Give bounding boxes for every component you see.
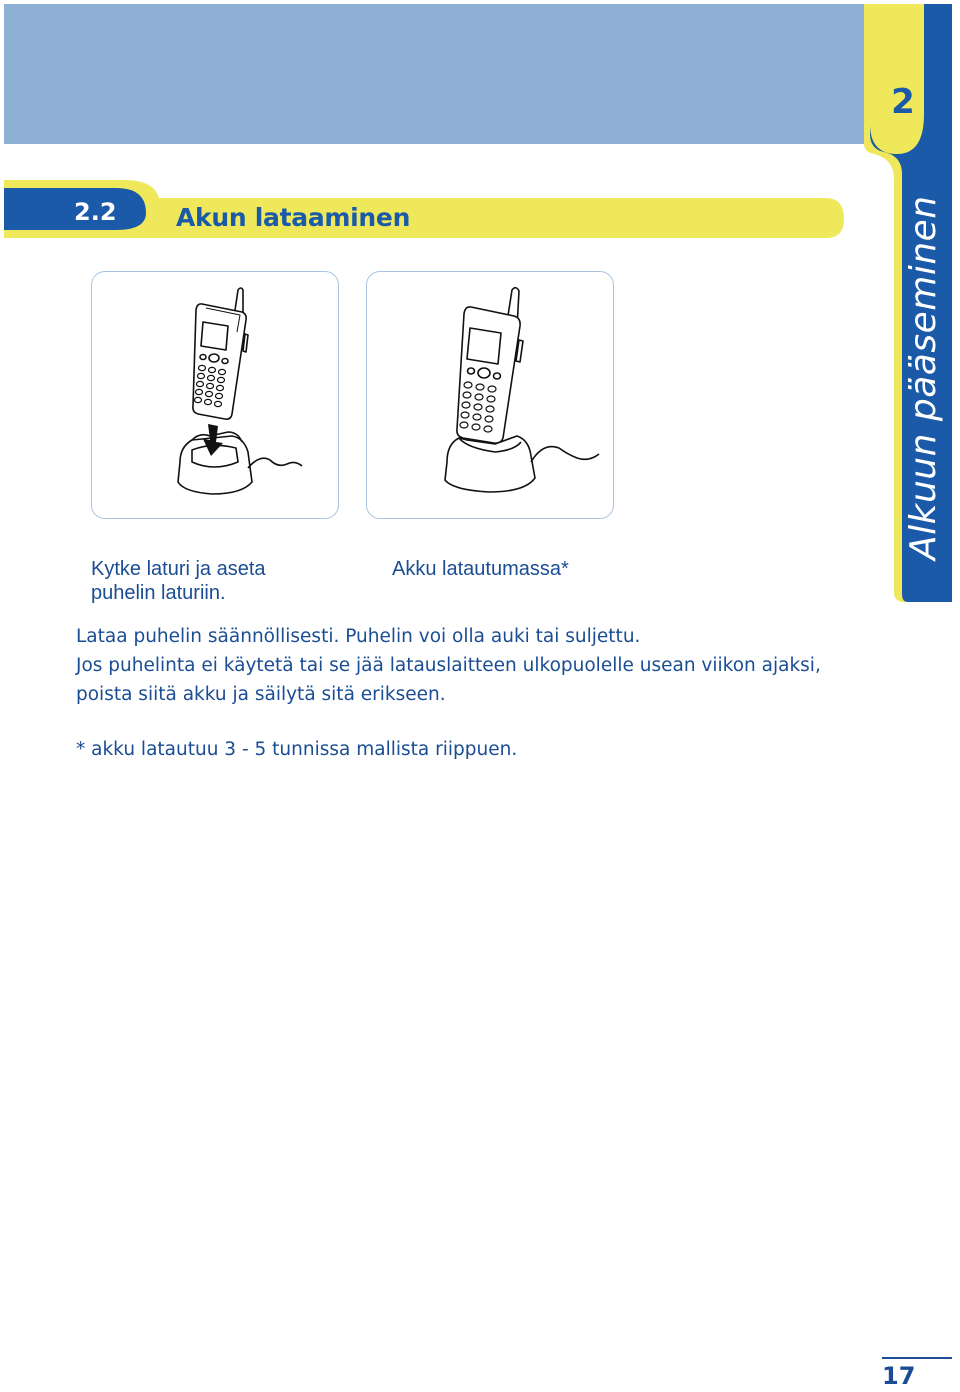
phone-charging-illustration xyxy=(367,272,613,518)
header-band xyxy=(4,4,866,144)
figure-phone-charging xyxy=(366,271,614,519)
section-title: Akun lataaminen xyxy=(176,203,411,232)
phone-insert-illustration xyxy=(92,272,338,518)
body-line-2: Jos puhelinta ei käytetä tai se jää latauslaitteen ulkopuolelle usean viikon ajaksi, xyxy=(76,655,821,676)
body-line-3: poista siitä akku ja säilytä sitä erikseen. xyxy=(76,684,446,705)
figure-caption-1-line1: Kytke laturi ja aseta xyxy=(91,558,266,580)
figure-caption-1 xyxy=(91,557,266,605)
figure-phone-insert xyxy=(91,271,339,519)
section-heading-bar xyxy=(4,180,850,244)
page-number-rule xyxy=(882,1357,952,1359)
chapter-title: Alkuun pääseminen xyxy=(903,195,944,560)
figure-caption-2 xyxy=(392,557,569,581)
footnote: * akku latautuu 3 - 5 tunnissa mallista riippuen. xyxy=(76,739,518,760)
page-number: 17 xyxy=(882,1362,916,1390)
figure-caption-1-line2: puhelin laturiin. xyxy=(91,582,226,604)
chapter-number: 2 xyxy=(891,82,915,122)
figure-caption-2-line1: Akku latautumassa* xyxy=(392,558,569,580)
section-number: 2.2 xyxy=(74,198,117,226)
body-line-1: Lataa puhelin säännöllisesti. Puhelin voi olla auki tai suljettu. xyxy=(76,626,641,647)
